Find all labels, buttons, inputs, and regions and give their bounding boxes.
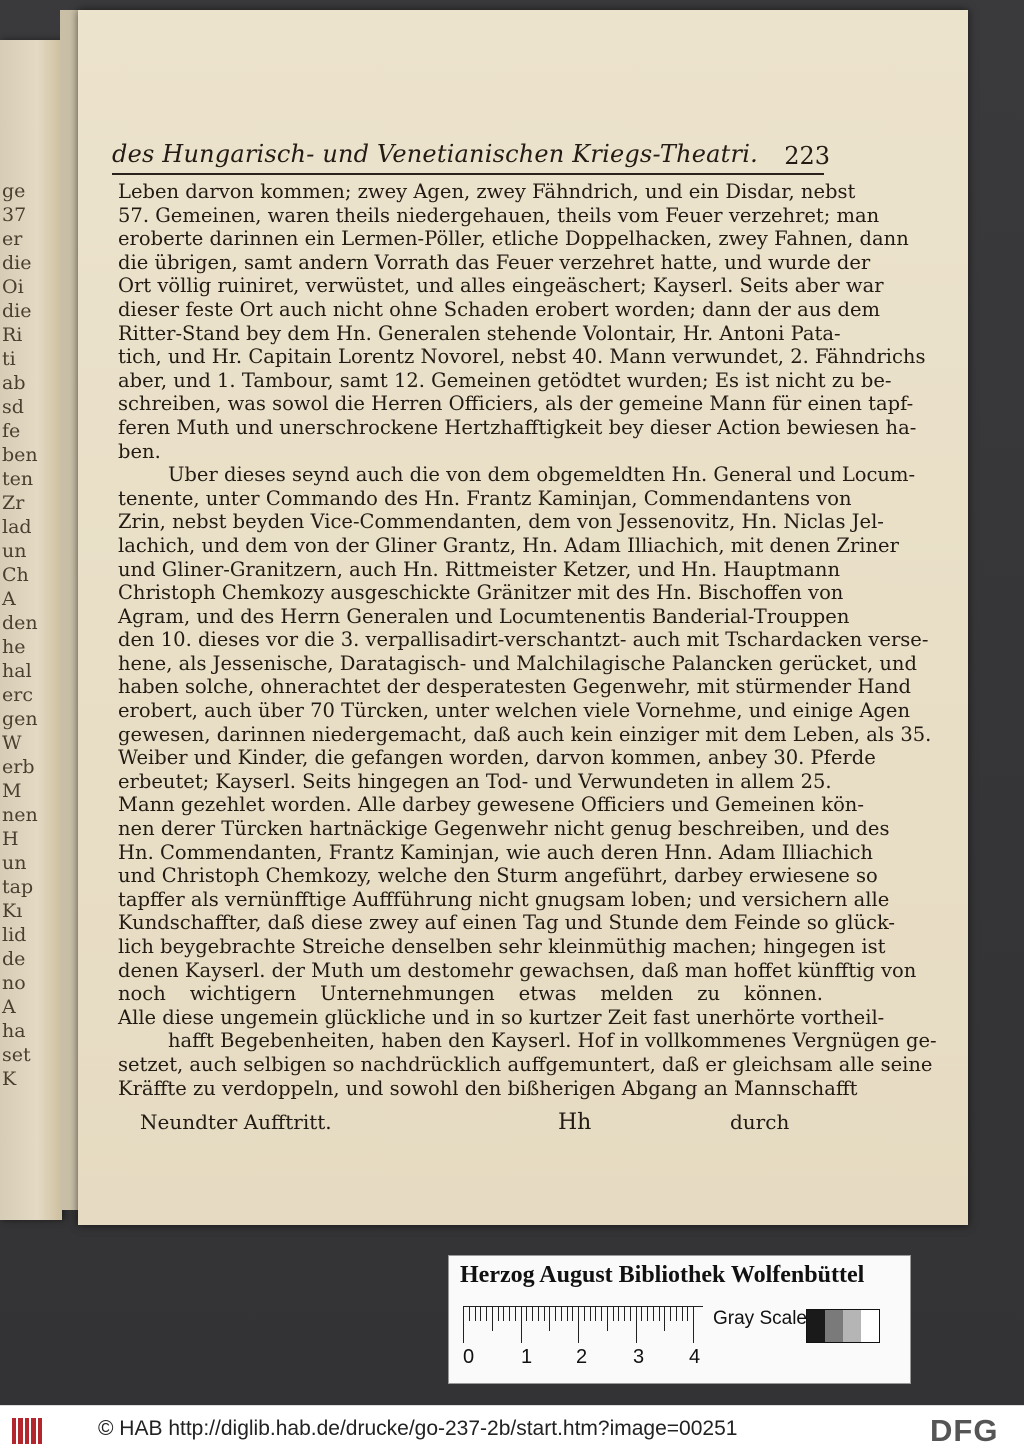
ruler-tick <box>647 1307 648 1321</box>
text-line: Ort völlig ruiniret, verwüstet, und alles eingeäschert; Kayserl. Seits aber war <box>118 274 884 298</box>
adjacent-page-fragment: fe <box>2 420 21 442</box>
ruler-tick <box>578 1307 579 1343</box>
library-name: Herzog August Bibliothek Wolfenbüttel <box>460 1262 865 1288</box>
adjacent-page-fragment: Ri <box>2 324 23 346</box>
copyright-link[interactable]: © HAB http://diglib.hab.de/drucke/go-237-2b/start.htm?image=00251 <box>98 1417 738 1440</box>
adjacent-page-fragment: erc <box>2 684 33 706</box>
adjacent-page-fragment: Oi <box>2 276 24 298</box>
adjacent-page-fragment: lad <box>2 516 32 538</box>
text-line: Kräffte zu verdoppeln, und sowohl den bißherigen Abgang an Mannschafft <box>118 1076 858 1100</box>
adjacent-page-fragment: Zr <box>2 492 25 514</box>
adjacent-page-fragment: lid <box>2 924 27 946</box>
adjacent-page-fragment: erb <box>2 756 35 778</box>
ruler-tick <box>636 1307 637 1343</box>
ruler-tick <box>613 1307 614 1321</box>
adjacent-page-fragment: set <box>2 1044 31 1066</box>
ruler-tick <box>555 1307 556 1321</box>
text-line: die übrigen, samt andern Vorrath das Feuer verzehret hatte, und wurde der <box>118 250 871 274</box>
ruler-tick <box>653 1307 654 1321</box>
ruler-tick <box>498 1307 499 1321</box>
adjacent-page-fragment: K <box>2 1068 17 1090</box>
text-line: schreiben, was sowol die Herren Officiers, als der gemeine Mann für einen tapf- <box>118 392 914 416</box>
ruler-tick <box>463 1307 464 1343</box>
text-line: haben solche, ohnerachtet der desperatesten Gegenwehr, mit stürmender Hand <box>118 675 912 699</box>
text-line: 57. Gemeinen, waren theils niedergehauen, theils vom Feuer verzehret; man <box>118 203 880 227</box>
text-line: Zrin, nebst beyden Vice-Commendanten, dem von Jessenovitz, Hn. Niclas Jel- <box>118 510 884 534</box>
ruler-tick <box>515 1307 516 1321</box>
ruler-tick <box>572 1307 573 1321</box>
ruler-tick <box>670 1307 671 1321</box>
ruler-tick <box>561 1307 562 1321</box>
ruler-tick <box>584 1307 585 1321</box>
gray-swatch <box>807 1310 825 1342</box>
text-line: Uber dieses seynd auch die von dem obgemeldten Hn. General und Locum- <box>168 463 916 487</box>
viewer-footer <box>0 1405 1024 1456</box>
adjacent-page-fragment: H <box>2 828 19 850</box>
ruler-number: 2 <box>576 1346 588 1368</box>
adjacent-page-fragment: ben <box>2 444 38 466</box>
text-line: Mann gezehlet worden. Alle darbey gewesene Officiers und Gemeinen kön- <box>118 793 864 817</box>
text-line: gewesen, darinnen niedergemacht, daß auch kein einziger mit dem Leben, als 35. <box>118 722 932 746</box>
adjacent-page-fragment: A <box>2 588 16 610</box>
gray-swatch <box>843 1310 861 1342</box>
text-line: Alle diese ungemein glückliche und in so kurtzer Zeit fast unerhörte vortheil- <box>118 1005 885 1029</box>
catchword-left: Neundter Aufftritt. <box>140 1110 332 1134</box>
hab-logo-icon <box>12 1418 42 1444</box>
text-line: Agram, und des Herrn Generalen und Locumtenentis Banderial-Trouppen <box>118 604 850 628</box>
text-line: lich beygebrachte Streiche denselben sehr kleinmüthig machen; hingegen ist <box>118 935 886 958</box>
adjacent-page-fragment: de <box>2 948 26 970</box>
text-line: erbeutet; Kayserl. Seits hingegen an Tod- und Verwundeten in allem 25. <box>118 769 832 793</box>
ruler-tick <box>630 1307 631 1321</box>
signature-mark: Hh <box>558 1110 592 1135</box>
ruler-tick <box>475 1307 476 1321</box>
ruler-tick <box>549 1307 550 1331</box>
ruler-tick <box>544 1307 545 1321</box>
adjacent-page-fragment: die <box>2 252 32 274</box>
ruler-tick <box>641 1307 642 1321</box>
scale-ruler <box>463 1306 703 1343</box>
adjacent-page-edge <box>0 40 62 1220</box>
text-line: tenente, unter Commando des Hn. Frantz Kaminjan, Commendantens von <box>118 486 852 510</box>
text-line: nen derer Türcken hartnäckige Gegenwehr nicht genug beschreiben, und des <box>118 817 890 841</box>
adjacent-page-fragment: die <box>2 300 32 322</box>
ruler-tick <box>693 1307 694 1343</box>
text-line: hafft Begebenheiten, haben den Kayserl. Hof in vollkommenes Vergnügen ge- <box>168 1029 937 1053</box>
library-color-card <box>448 1255 911 1384</box>
adjacent-page-fragment: 37 <box>2 204 27 226</box>
adjacent-page-fragment: er <box>2 228 23 250</box>
adjacent-page-fragment: Kı <box>2 900 23 922</box>
text-line: hene, als Jessenische, Daratagisch- und Malchilagische Palancken gerücket, und <box>118 651 917 675</box>
text-line: noch wichtigern Unternehmungen etwas melden zu können. <box>118 982 823 1006</box>
ruler-tick <box>618 1307 619 1321</box>
gray-scale-swatches <box>806 1309 880 1343</box>
adjacent-page-fragment: hal <box>2 660 32 682</box>
adjacent-page-fragment: un <box>2 540 27 562</box>
text-line: aber, und 1. Tambour, samt 12. Gemeinen getödtet wurden; Es ist nicht zu be- <box>118 368 892 392</box>
text-line: Weiber und Kinder, die gefangen worden, darvon kommen, anbey 30. Pferde <box>118 746 876 770</box>
ruler-tick <box>590 1307 591 1321</box>
ruler-number: 0 <box>463 1346 475 1368</box>
adjacent-page-fragment: ti <box>2 348 16 370</box>
text-line: und Christoph Chemkozy, welche den Sturm angeführt, darbey erwiesene so <box>118 864 878 888</box>
adjacent-page-fragment: no <box>2 972 26 994</box>
adjacent-page-fragment: den <box>2 612 38 634</box>
text-line: Kundschaffter, daß diese zwey auf einen Tag und Stunde dem Feinde so glück- <box>118 911 896 935</box>
adjacent-page-fragment: ha <box>2 1020 26 1042</box>
text-line: Leben darvon kommen; zwey Agen, zwey Fähndrich, und ein Disdar, nebst <box>118 180 856 203</box>
ruler-tick <box>492 1307 493 1331</box>
ruler-tick <box>532 1307 533 1321</box>
text-line: setzet, auch selbigen so nachdrücklich auffgemuntert, daß er gleichsam alle seine <box>118 1052 933 1076</box>
ruler-tick <box>538 1307 539 1321</box>
text-line: dieser feste Ort auch nicht ohne Schaden erobert worden; dann der aus dem <box>118 297 880 321</box>
text-line: tich, und Hr. Capitain Lorentz Novorel, nebst 40. Mann verwundet, 2. Fähndrichs <box>118 345 926 369</box>
ruler-tick <box>526 1307 527 1321</box>
text-line: lachich, und dem von der Gliner Grantz, Hn. Adam Illiachich, mit denen Zriner <box>118 533 899 557</box>
adjacent-page-fragment: ge <box>2 180 26 202</box>
text-line: Christoph Chemkozy ausgeschickte Gränitzer mit des Hn. Bischoffen von <box>118 581 844 605</box>
text-line: denen Kayserl. der Muth um destomehr gewachsen, daß man hoffet künfftig von <box>118 958 917 982</box>
text-line: tapffer als vernünfftige Auffführung nicht gnugsam loben; und versichern alle <box>118 887 890 911</box>
ruler-tick <box>486 1307 487 1321</box>
ruler-tick <box>521 1307 522 1343</box>
ruler-tick <box>687 1307 688 1321</box>
ruler-tick <box>595 1307 596 1321</box>
ruler-number: 1 <box>521 1346 533 1368</box>
adjacent-page-fragment: A <box>2 996 16 1018</box>
ruler-tick <box>607 1307 608 1331</box>
adjacent-page-fragment: M <box>2 780 22 802</box>
adjacent-page-fragment: ten <box>2 468 34 490</box>
adjacent-page-fragment: gen <box>2 708 38 730</box>
ruler-tick <box>567 1307 568 1321</box>
text-line: Hn. Commendanten, Frantz Kaminjan, wie auch deren Hnn. Adam Illiachich <box>118 840 873 864</box>
body-text <box>118 180 937 1100</box>
adjacent-page-fragment: sd <box>2 396 24 418</box>
text-line: eroberte darinnen ein Lermen-Pöller, etliche Doppelhacken, zwey Fahnen, dann <box>118 227 909 251</box>
gray-swatch <box>825 1310 843 1342</box>
dfg-logo: DFG <box>930 1413 999 1448</box>
ruler-tick <box>469 1307 470 1321</box>
ruler-tick <box>601 1307 602 1321</box>
adjacent-page-fragment: nen <box>2 804 38 826</box>
catchword-right: durch <box>730 1110 790 1134</box>
text-line: Ritter-Stand bey dem Hn. Generalen stehende Volontair, Hr. Antoni Pata- <box>118 321 841 345</box>
adjacent-page-fragment: Ch <box>2 564 29 586</box>
ruler-number: 4 <box>689 1346 701 1368</box>
adjacent-page-fragment: W <box>2 732 22 754</box>
page-footer <box>140 1110 800 1138</box>
adjacent-page-fragment: tap <box>2 876 34 898</box>
header-rule <box>112 173 824 175</box>
ruler-tick <box>624 1307 625 1321</box>
page-number: 223 <box>784 142 830 170</box>
ruler-tick <box>659 1307 660 1321</box>
ruler-tick <box>503 1307 504 1321</box>
running-head: des Hungarisch- und Venetianischen Kriegs-Theatri. <box>112 140 758 168</box>
ruler-tick <box>682 1307 683 1321</box>
adjacent-page-fragment: un <box>2 852 27 874</box>
text-line: erobert, auch über 70 Türcken, unter welchen viele Vornehme, und einige Agen <box>118 699 910 723</box>
text-line: feren Muth und unerschrockene Hertzhafftigkeit bey dieser Action bewiesen ha- <box>118 415 917 439</box>
gray-swatch <box>861 1310 879 1342</box>
text-line: ben. <box>118 439 161 463</box>
ruler-number: 3 <box>633 1346 645 1368</box>
ruler-tick <box>676 1307 677 1321</box>
ruler-tick <box>509 1307 510 1321</box>
gray-scale-label: Gray Scale <box>713 1308 807 1329</box>
adjacent-page-fragment: he <box>2 636 26 658</box>
text-line: und Gliner-Granitzern, auch Hn. Rittmeister Ketzer, und Hn. Hauptmann <box>118 557 841 581</box>
adjacent-page-fragment: ab <box>2 372 26 394</box>
ruler-tick <box>480 1307 481 1321</box>
text-line: den 10. dieses vor die 3. verpallisadirt-verschantzt- auch mit Tschardacken verse- <box>118 628 929 652</box>
ruler-tick <box>664 1307 665 1331</box>
